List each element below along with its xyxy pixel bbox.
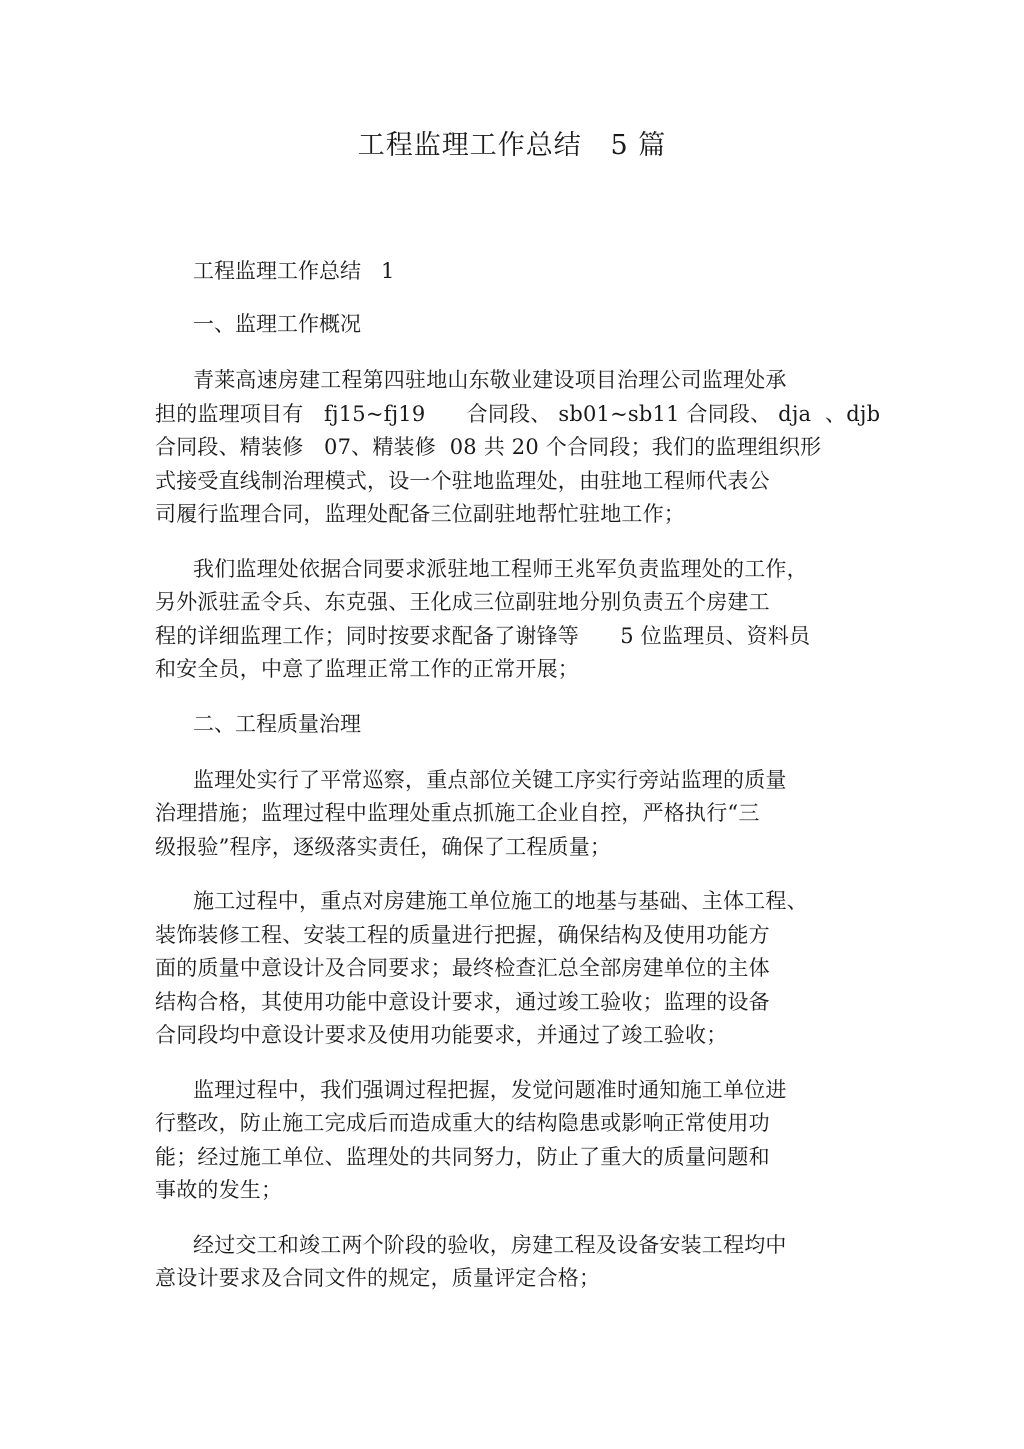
paragraph-line: 级报验”程序，逐级落实责任，确保了工程质量； [155,834,612,859]
paragraph-line: 合同段、精装修 07、精装修 08 共 20 个合同段；我们的监理组织形 [155,435,822,459]
paragraph-line: 青莱高速房建工程第四驻地山东敬业建设项目治理公司监理处承 [193,368,787,392]
paragraph-line: 我们监理处依据合同要求派驻地工程师王兆军负责监理处的工作， [193,556,808,581]
paragraph-line: 监理过程中，我们强调过程把握，发觉问题准时通知施工单位进 [193,1077,787,1102]
paragraph-line: 意设计要求及合同文件的规定，质量评定合格； [155,1266,601,1290]
paragraph-line: 治理措施；监理过程中监理处重点抓施工企业自控，严格执行“三 [155,801,760,825]
paragraph-line: 监理处实行了平常巡察，重点部位关键工序实行旁站监理的质量 [193,767,787,792]
document-title: 工程监理工作总结 5 篇 [357,130,667,161]
paragraph-line: 面的质量中意设计及合同要求；最终检查汇总全部房建单位的主体 [155,956,770,980]
paragraph-line: 施工过程中，重点对房建施工单位施工的地基与基础、主体工程、 [193,889,808,913]
paragraph-line: 另外派驻孟令兵、东克强、王化成三位副驻地分别负责五个房建工 [155,590,770,614]
paragraph-line: 事故的发生； [155,1178,283,1202]
paragraph-line: 和安全员，中意了监理正常工作的正常开展； [155,657,579,681]
paragraph-line: 行整改，防止施工完成后而造成重大的结构隐患或影响正常使用功 [155,1111,770,1135]
paragraph-line: 司履行监理合同，监理处配备三位副驻地帮忙驻地工作； [155,502,685,526]
heading-overview: 一、监理工作概况 [193,312,361,336]
heading-quality: 二、工程质量治理 [193,711,361,736]
paragraph-line: 程的详细监理工作；同时按要求配备了谢锋等 5 位监理员、资料员 [155,623,811,648]
paragraph-line: 装饰装修工程、安装工程的质量进行把握，确保结构及使用功能方 [155,922,770,947]
section-title: 工程监理工作总结 1 [193,259,395,283]
paragraph-line: 结构合格，其使用功能中意设计要求，通过竣工验收；监理的设备 [155,989,770,1014]
paragraph-line: 能；经过施工单位、监理处的共同努力，防止了重大的质量问题和 [155,1144,770,1169]
paragraph-5 [155,1074,855,1208]
paragraph-line: 合同段均中意设计要求及使用功能要求，并通过了竣工验收； [155,1023,728,1047]
paragraph-4 [155,885,855,1053]
paragraph-3 [155,764,855,865]
paragraph-line: 担的监理项目有 fj15~fj19 合同段、 sb01~sb11 合同段、 dja 、djb [155,401,881,426]
paragraph-line: 经过交工和竣工两个阶段的验收，房建工程及设备安装工程均中 [193,1232,787,1257]
paragraph-1 [155,364,881,532]
paragraph-2 [155,553,855,687]
paragraph-line: 式接受直线制治理模式，设一个驻地监理处，由驻地工程师代表公 [155,468,770,493]
paragraph-6 [155,1229,855,1296]
document-body [155,255,881,1317]
